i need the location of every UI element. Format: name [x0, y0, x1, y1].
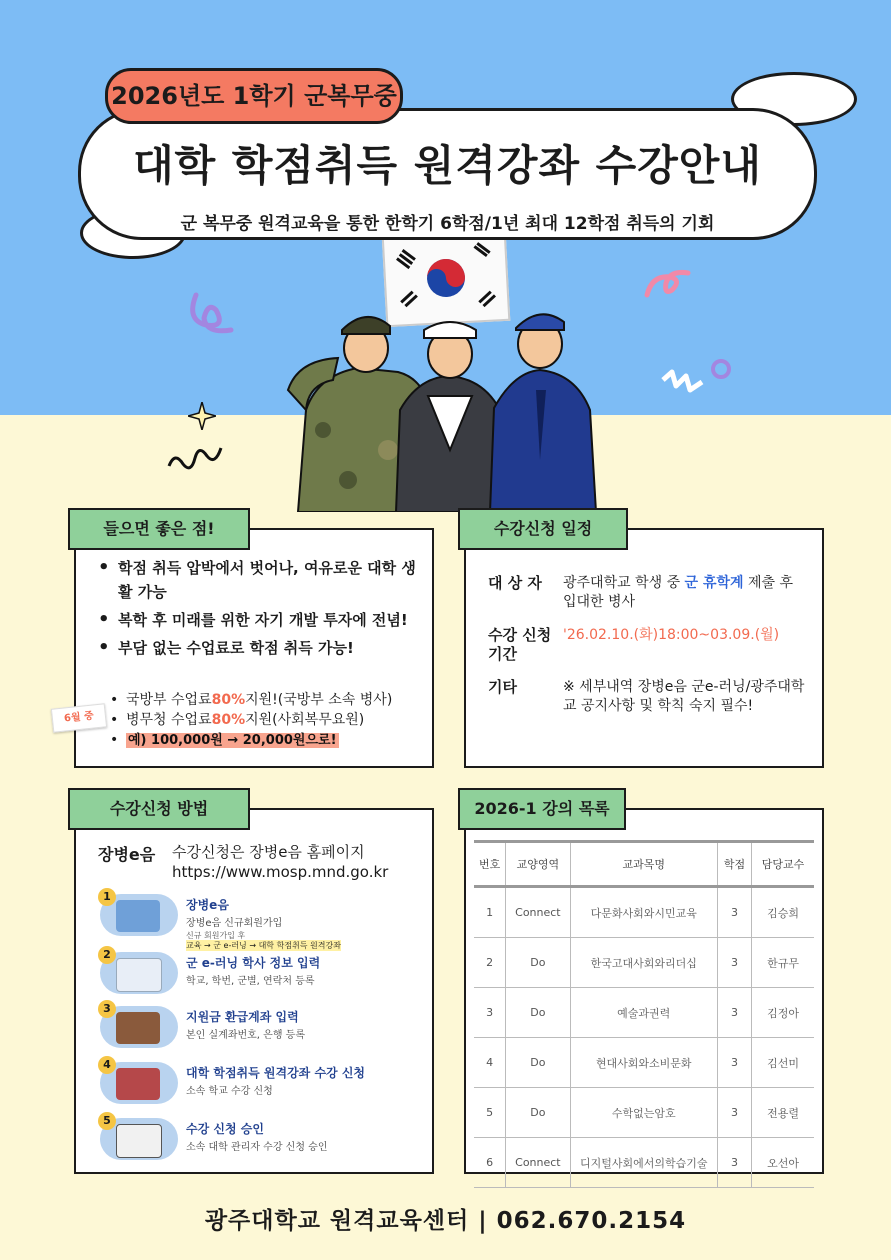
benefit-item: • 학점 취득 압박에서 벗어나, 여유로운 대학 생활 가능: [98, 556, 418, 604]
step-title: 장병e음: [186, 898, 229, 912]
table-cell: Connect: [506, 887, 570, 938]
soldiers-illustration: [278, 300, 608, 512]
step-title: 군 e-러닝 학사 정보 입력: [186, 956, 321, 970]
benefits-panel: [74, 528, 434, 768]
table-cell: 예술과권력: [570, 988, 717, 1038]
table-cell: Do: [506, 1088, 570, 1138]
checklist-icon: [116, 1124, 162, 1158]
table-row: [474, 988, 814, 1038]
column-header: 교양영역: [506, 842, 570, 887]
schedule-period-label: 수강 신청 기간: [488, 626, 552, 663]
table-cell: 5: [474, 1088, 506, 1138]
benefits-list: [98, 556, 418, 664]
method-tag: 수강신청 방법: [68, 788, 250, 830]
table-cell: Do: [506, 938, 570, 988]
page-title: 대학 학점취득 원격강좌 수강안내: [133, 141, 762, 190]
step-title: 지원금 환급계좌 입력: [186, 1010, 299, 1024]
table-row: [474, 887, 814, 938]
step-number: 4: [98, 1056, 116, 1074]
id-card-icon: [116, 900, 160, 932]
table-cell: 전용렬: [752, 1088, 814, 1138]
column-header: 교과목명: [570, 842, 717, 887]
step-desc: 학교, 학번, 군별, 연락처 등록: [186, 976, 315, 987]
step-desc: 본인 실계좌번호, 은행 등록: [186, 1030, 305, 1041]
brand-label: 장병e음: [98, 845, 156, 864]
column-header: 담당교수: [752, 842, 814, 887]
courses-panel: [464, 808, 824, 1174]
step-desc: 소속 학교 수강 신청: [186, 1086, 273, 1097]
squiggle-icon: [186, 290, 236, 339]
squiggle-icon: [642, 265, 692, 309]
table-row: [474, 1138, 814, 1188]
table-cell: Connect: [506, 1138, 570, 1188]
table-cell: 3: [717, 1138, 751, 1188]
ring-icon: [708, 356, 734, 386]
title-bubble: [78, 108, 817, 240]
table-cell: 수학없는암호: [570, 1088, 717, 1138]
step-4: [98, 1058, 428, 1108]
table-cell: 한국고대사회와리더십: [570, 938, 717, 988]
schedule-target-row: [488, 574, 810, 612]
form-icon: [116, 958, 162, 992]
table-cell: 김승희: [752, 887, 814, 938]
step-desc: 소속 대학 관리자 수강 신청 승인: [186, 1142, 328, 1153]
zigzag-icon: [660, 368, 706, 406]
step-3: [98, 1002, 428, 1052]
page-subtitle: 군 복무중 원격교육을 통한 한학기 6학점/1년 최대 12학점 취득의 기회: [180, 214, 715, 234]
table-cell: Do: [506, 988, 570, 1038]
method-panel: [74, 808, 434, 1174]
semester-badge: 2026년도 1학기 군복무중: [105, 68, 403, 124]
step-note-path: 교육 → 군 e-러닝 → 대학 학점취득 원격강좌: [186, 941, 341, 950]
schedule-target-value: 광주대학교 학생 중 군 휴학계 제출 후 입대한 병사: [563, 575, 794, 610]
step-2: [98, 948, 428, 998]
table-cell: 디지털사회에서의학습기술: [570, 1138, 717, 1188]
june-sticker: 6월 중: [51, 703, 107, 733]
table-cell: 3: [717, 1088, 751, 1138]
step-note: 신규 회원가입 후: [186, 931, 246, 940]
step-number: 5: [98, 1112, 116, 1130]
subsidy-example: • 예) 100,000원 → 20,000원으로!: [108, 730, 428, 751]
table-row: [474, 1088, 814, 1138]
table-row: [474, 938, 814, 988]
site-url[interactable]: https://www.mosp.mnd.go.kr: [172, 863, 389, 881]
schedule-target-label: 대 상 자: [488, 574, 542, 592]
table-cell: 3: [717, 988, 751, 1038]
schedule-panel: [464, 528, 824, 768]
benefits-tag: 들으면 좋은 점!: [68, 508, 250, 550]
table-cell: 1: [474, 887, 506, 938]
step-number: 1: [98, 888, 116, 906]
table-cell: 다문화사회와시민교육: [570, 887, 717, 938]
table-cell: 현대사회와소비문화: [570, 1038, 717, 1088]
table-cell: 6: [474, 1138, 506, 1188]
step-title: 수강 신청 승인: [186, 1122, 264, 1136]
step-number: 2: [98, 946, 116, 964]
column-header: 번호: [474, 842, 506, 887]
wave-icon: [165, 436, 225, 480]
course-table-header: [474, 842, 814, 887]
table-cell: 3: [717, 938, 751, 988]
step-title: 대학 학점취득 원격강좌 수강 신청: [186, 1066, 366, 1080]
sparkle-icon: [188, 402, 216, 434]
step-number: 3: [98, 1000, 116, 1018]
table-row: [474, 1038, 814, 1088]
books-icon: [116, 1068, 160, 1100]
table-cell: 김정아: [752, 988, 814, 1038]
step-desc: 장병e음 신규회원가입: [186, 918, 283, 929]
table-cell: 4: [474, 1038, 506, 1088]
table-cell: 오선아: [752, 1138, 814, 1188]
wallet-icon: [116, 1012, 160, 1044]
schedule-tag: 수강신청 일정: [458, 508, 628, 550]
table-cell: 김선미: [752, 1038, 814, 1088]
step-5: [98, 1114, 428, 1164]
courses-tag: 2026-1 강의 목록: [458, 788, 626, 830]
benefit-item: • 복학 후 미래를 위한 자기 개발 투자에 전념!: [98, 608, 418, 632]
course-table: [474, 840, 814, 1188]
table-cell: 3: [474, 988, 506, 1038]
table-cell: 3: [717, 887, 751, 938]
method-description: 수강신청은 장병e음 홈페이지 https://www.mosp.mnd.go.kr: [172, 843, 389, 881]
subsidy-list: [108, 690, 428, 751]
table-cell: Do: [506, 1038, 570, 1088]
table-cell: 한규무: [752, 938, 814, 988]
subsidy-item: • 병무청 수업료80%지원(사회복무요원): [108, 710, 428, 730]
column-header: 학점: [717, 842, 751, 887]
schedule-etc-row: [488, 678, 810, 716]
schedule-period-row: [488, 626, 810, 664]
schedule-etc-value: ※ 세부내역 장병e음 군e-러닝/광주대학교 공지사항 및 학칙 숙지 필수!: [563, 679, 805, 714]
schedule-etc-label: 기타: [488, 678, 517, 696]
footer-contact: 광주대학교 원격교육센터 | 062.670.2154: [204, 1208, 687, 1234]
schedule-period-value: '26.02.10.(화)18:00~03.09.(월): [563, 627, 780, 643]
benefit-item: • 부담 없는 수업료로 학점 취득 가능!: [98, 636, 418, 660]
table-cell: 2: [474, 938, 506, 988]
table-cell: 3: [717, 1038, 751, 1088]
subsidy-item: • 국방부 수업료80%지원!(국방부 소속 병사): [108, 690, 428, 710]
step-1: [98, 890, 428, 950]
